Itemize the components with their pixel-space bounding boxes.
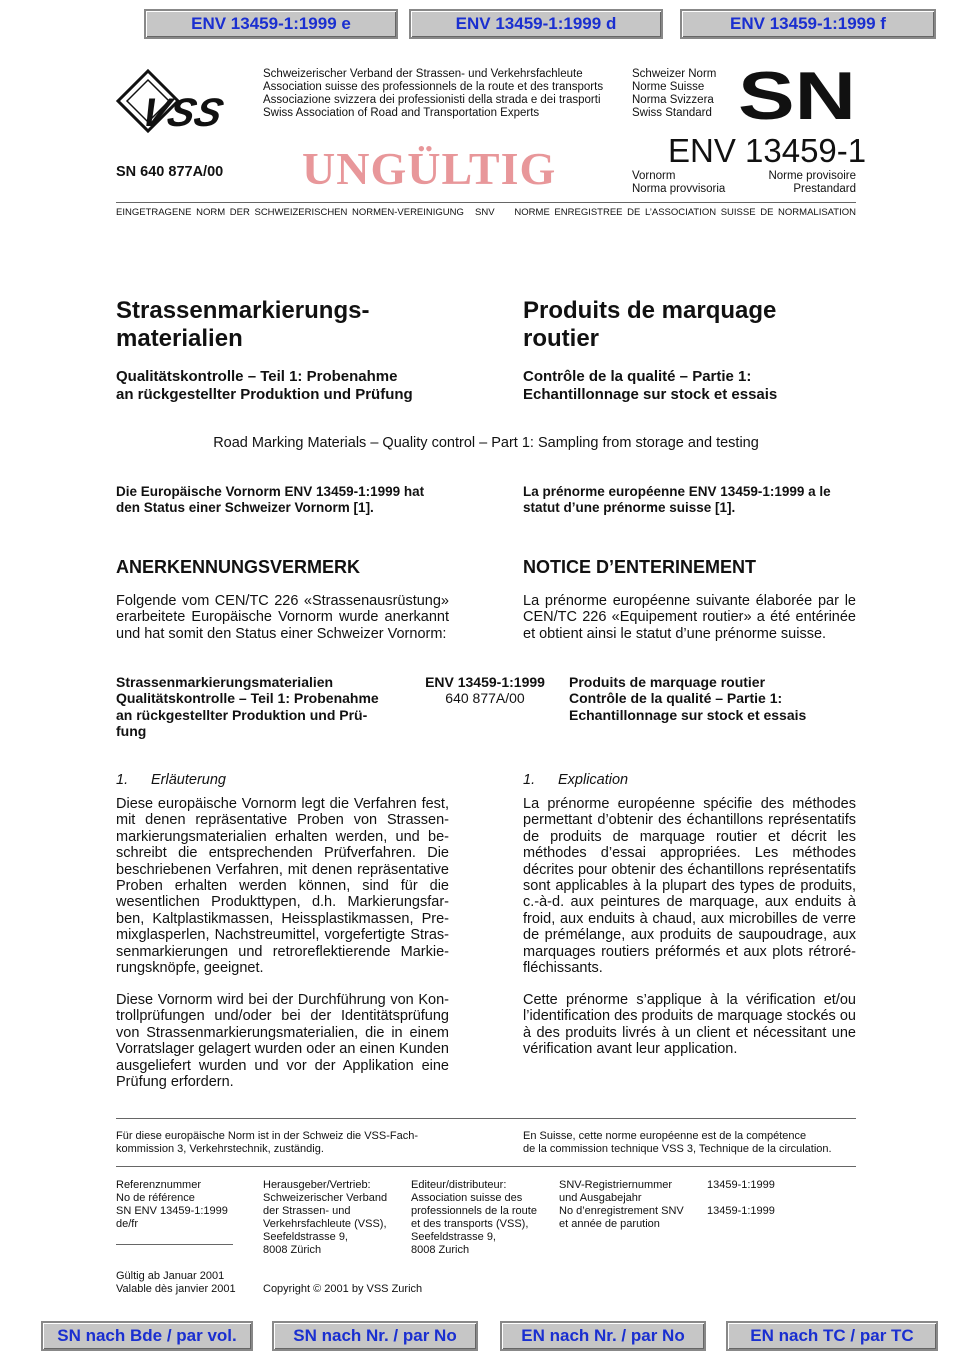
nav-button-sn-by-number[interactable]: SN nach Nr. / par No (272, 1321, 478, 1351)
label-prestandard: Prestandard (793, 183, 856, 195)
registration-label-fr: No d’enregistrement SNV et année de parution (559, 1205, 684, 1230)
nav-button-french[interactable]: ENV 13459-1:1999 f (680, 9, 936, 39)
heading-de: ANERKENNUNGSVERMERK (116, 557, 361, 577)
competence-fr: En Suisse, cette norme européenne est de la compétence de la commission technique VSS 3, Technique de la circulation. (523, 1130, 832, 1155)
invalid-stamp: UNGÜLTIG (302, 143, 557, 194)
section-number-de: 1. (116, 772, 129, 788)
footer-divider-mid (116, 1166, 856, 1167)
svg-text:SN: SN (740, 64, 856, 124)
ref-title-de: Strassenmarkierungsmaterialien Qualitätskontrolle – Teil 1: Probenahme an rückgestellter Produktion und Prü- fung (116, 674, 379, 740)
heading-fr: NOTICE D’ENTERINEMENT (523, 557, 757, 577)
publisher-de: Herausgeber/Vertrieb: Schweizerischer Verband der Strassen- und Verkehrsfachleute (VSS), Seefeldstrasse 9, 8008 Zürich (263, 1179, 388, 1256)
validity-date: Gültig ab Januar 2001 Valable dès janvier 2001 (116, 1270, 236, 1295)
nav-button-sn-by-volume[interactable]: SN nach Bde / par vol. (41, 1321, 253, 1351)
explanation-para2-fr: Cette prénorme s’applique à la vérification et/ou l’identification des produits de marquage stockés ou à des produits livrés à un client et nécessitant une vérification avant leur application. (523, 992, 856, 1058)
nav-button-english[interactable]: ENV 13459-1:1999 e (144, 9, 398, 39)
footer-divider-top (116, 1118, 856, 1119)
footer-divider-short (116, 1244, 233, 1245)
competence-de: Für diese europäische Norm ist in der Schweiz die VSS-Fach- kommission 3, Verkehrstechnik, zuständig. (116, 1130, 419, 1155)
registration-label-de: SNV-Registriernummer und Ausgabejahr (559, 1179, 673, 1204)
registration-de: EINGETRAGENE NORM DER SCHWEIZERISCHEN NORMEN-VEREINIGUNG (116, 207, 464, 218)
label-vornorm: Vornorm (632, 170, 676, 182)
nav-button-en-by-number[interactable]: EN nach Nr. / par No (500, 1321, 706, 1351)
sn-logo (740, 64, 858, 124)
reference-number: Referenznummer No de référence SN ENV 13459-1:1999 de/fr (116, 1179, 228, 1230)
label-norme-provisoire: Norme provisoire (768, 170, 856, 182)
norm-names: Schweizer Norm Norme Suisse Norma Svizzera Swiss Standard (632, 68, 717, 119)
title-fr: Produits de marquage routier (523, 297, 777, 352)
publisher-fr: Editeur/distributeur: Association suisse des professionnels de la route et des transports (VSS), Seefeldstrasse 9, 8008 Zurich (411, 1179, 537, 1256)
nav-button-en-by-tc[interactable]: EN nach TC / par TC (726, 1321, 938, 1351)
title-de: Strassenmarkierungs- materialien (116, 297, 370, 352)
section-number-fr: 1. (523, 772, 536, 788)
sn-number: SN 640 877A/00 (116, 164, 224, 180)
nav-button-german[interactable]: ENV 13459-1:1999 d (409, 9, 663, 39)
label-norma-provvisoria: Norma provvisoria (632, 183, 726, 195)
ref-sn-number: 640 877A/00 (445, 690, 525, 706)
section-title-de: Erläuterung (151, 772, 226, 788)
ref-title-fr: Produits de marquage routier Contrôle de la qualité – Partie 1: Echantillonnage sur stock et essais (569, 674, 807, 723)
association-names: Schweizerischer Verband der Strassen- und Verkehrsfachleute Association suisse des professionnels de la route et des transports Associazione svizzera dei professionisti della strada e dei trasporti Swiss Association of Road and Transportation Experts (263, 68, 604, 119)
registration-fr: NORME ENREGISTREE DE L’ASSOCIATION SUISSE DE NORMALISATION (514, 207, 856, 218)
registration-value-de: 13459-1:1999 (707, 1179, 775, 1191)
section-title-fr: Explication (558, 772, 629, 788)
copyright: Copyright © 2001 by VSS Zurich (263, 1283, 423, 1295)
subtitle-de: Qualitätskontrolle – Teil 1: Probenahme an rückgestellter Produktion und Prüfung (116, 368, 413, 403)
svg-text:VSS: VSS (136, 89, 229, 134)
vss-logo (114, 68, 260, 134)
ref-env-number: ENV 13459-1:1999 (425, 674, 545, 690)
subtitle-fr: Contrôle de la qualité – Partie 1: Echantillonnage sur stock et essais (523, 368, 778, 403)
explanation-para1-fr: La prénorme européenne spécifie des méthodes permettant d’obtenir des échantillons représentatifs de produits de marquage routier et décrit les méthodes d’essai appropriées. Les méthodes décrites pour obtenir des échantillons représentatifs sont applicables à la plupart des types de produits, c.-à-d. aux peintures de marquage, aux enduits à froid, aux enduits à chaud, aux microbilles de verre de prémélange, aux produits de saupoudrage, aux marquages routiers préformés et aux plots rétroré-fléchissants. (523, 796, 856, 977)
env-number: ENV 13459-1 (668, 132, 867, 169)
notice-de: Folgende vom CEN/TC 226 «Strassenausrüstung» erarbeitete Europäische Vornorm wurde anerkannt und hat somit den Status einer Schweizer Vornorm: (116, 593, 449, 642)
registration-value-fr: 13459-1:1999 (707, 1205, 775, 1217)
registration-snv: SNV (475, 207, 495, 218)
explanation-para1-de: Diese europäische Vornorm legt die Verfahren fest, mit denen repräsentative Proben von Strassen-markierungsmaterialien erhalten werden, und be-schreibt die entsprechenden Prüfverfahren. Die beschriebenen Verfahren, mit denen repräsentative Proben erhalten werden können, sind für die wesentlichen Produkttypen, d.h. Markierungsfar-ben, Kaltplastikmassen, Heissplastikmassen, Pre-mixglasperlen, Nachstreumittel, vorgefertigte Stras-senmarkierungen und retroreflektierende Markie-rungsknöpfe, geeignet. (116, 796, 449, 977)
explanation-para2-de: Diese Vornorm wird bei der Durchführung von Kon-trollprüfungen und/oder bei der Identitätsprüfung von Strassenmarkierungsmaterialien, die in einem Vorratslager gelagert wurden oder an einen Kunden ausgeliefert wurden und vor der Applikation eine Prüfung erfordern. (116, 992, 449, 1091)
notice-fr: La prénorme européenne suivante élaborée par le CEN/TC 226 «Equipement routier» a été entérinée et obtient ainsi le statut d’une prénorme suisse. (523, 593, 856, 642)
status-de: Die Europäische Vornorm ENV 13459-1:1999 hat den Status einer Schweizer Vornorm [1]. (116, 484, 425, 515)
title-en: Road Marking Materials – Quality control – Part 1: Sampling from storage and testing (213, 435, 759, 451)
status-fr: La prénorme européenne ENV 13459-1:1999 a le statut d’une prénorme suisse [1]. (523, 484, 831, 515)
header-divider (116, 202, 856, 203)
